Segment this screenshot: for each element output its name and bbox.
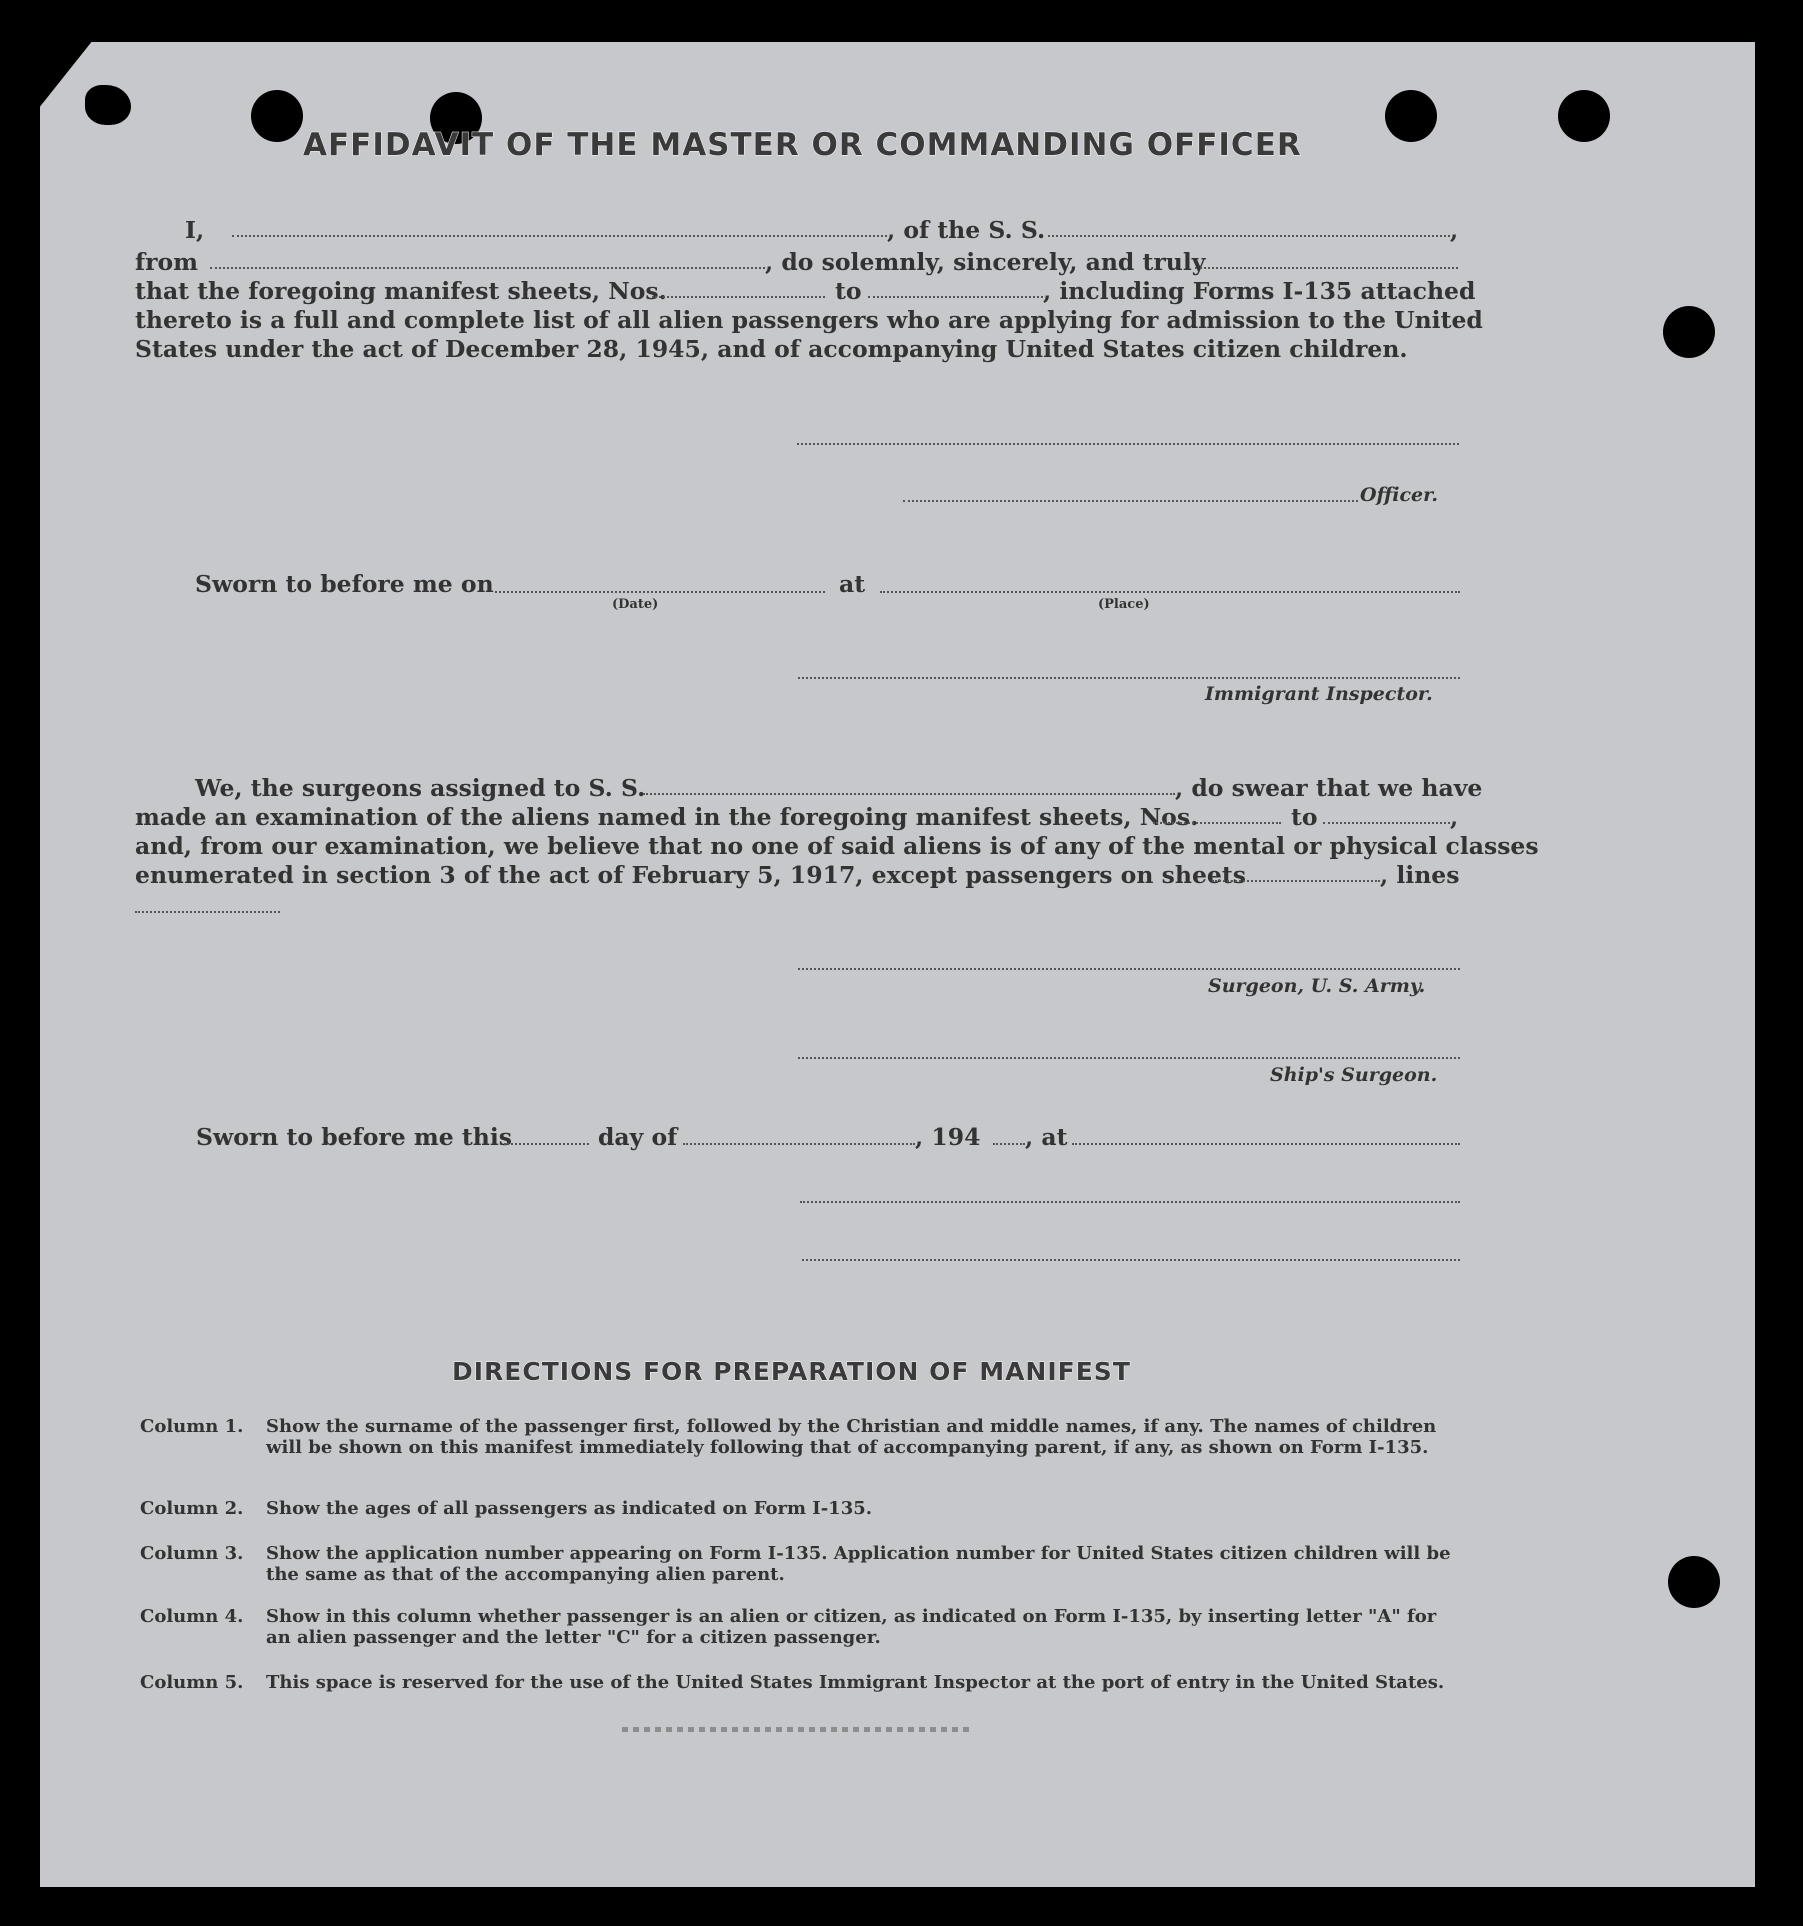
port-blank[interactable] bbox=[210, 267, 765, 269]
ships-surgeon-label: Ship's Surgeon. bbox=[1270, 1064, 1438, 1086]
direction-column-label: Column 3. bbox=[140, 1543, 244, 1564]
surgeons-text: enumerated in section 3 of the act of February 5, 1917, except passengers on sheets bbox=[135, 861, 1246, 889]
affidavit-text: , of the S. S. bbox=[887, 216, 1046, 244]
punch-hole bbox=[85, 85, 131, 125]
army-surgeon-signature-line[interactable] bbox=[798, 968, 1460, 970]
officer-signature-line[interactable] bbox=[797, 443, 1459, 445]
printer-imprint bbox=[622, 1727, 972, 1732]
affidavit-text: thereto is a full and complete list of all alien passengers who are applying for admission to the United bbox=[135, 306, 1483, 334]
direction-text: Show in this column whether passenger is an alien or citizen, as indicated on Form I-135, by inserting letter "A" for an alien passenger and the letter "C" for a citizen passenger. bbox=[266, 1606, 1437, 1648]
affidavit-text: from bbox=[135, 248, 199, 276]
lines-blank[interactable] bbox=[135, 911, 280, 913]
affidavit-text: , do solemnly, sincerely, and truly bbox=[765, 248, 1206, 276]
sworn-this-text: , 194 bbox=[915, 1123, 981, 1151]
sworn-place2-blank[interactable] bbox=[1072, 1143, 1460, 1145]
direction-text: Show the application number appearing on Form I-135. Application number for United States citizen children will be the same as that of the accompanying alien parent. bbox=[266, 1543, 1451, 1585]
direction-column-label: Column 2. bbox=[140, 1498, 244, 1519]
surgeons-text: and, from our examination, we believe that no one of said aliens is of any of the mental or physical classes bbox=[135, 832, 1539, 860]
surgeons-text: , bbox=[1450, 803, 1459, 831]
punch-hole bbox=[251, 90, 303, 142]
affidavit-text: to bbox=[835, 277, 862, 305]
affidavit-text: , including Forms I-135 attached bbox=[1043, 277, 1476, 305]
officer-title-line[interactable] bbox=[903, 500, 1358, 502]
surgeons-text: , do swear that we have bbox=[1175, 774, 1483, 802]
punch-hole bbox=[1663, 306, 1715, 358]
affidavit-text: , bbox=[1450, 216, 1459, 244]
place-label: (Place) bbox=[1098, 597, 1150, 612]
directions-heading: DIRECTIONS FOR PREPARATION OF MANIFEST bbox=[452, 1357, 1131, 1386]
witness-signature-line[interactable] bbox=[800, 1201, 1460, 1203]
surgeons-text: to bbox=[1291, 803, 1318, 831]
officer-label: Officer. bbox=[1360, 484, 1439, 506]
punch-hole bbox=[1385, 90, 1437, 142]
sheet-from-blank[interactable] bbox=[652, 296, 825, 298]
direction-text: Show the ages of all passengers as indicated on Form I-135. bbox=[266, 1498, 873, 1519]
direction-column-label: Column 5. bbox=[140, 1672, 244, 1693]
sworn-this-text: Sworn to before me this bbox=[196, 1123, 513, 1151]
sworn-text: Sworn to before me on bbox=[195, 570, 494, 598]
sworn-this-text: day of bbox=[598, 1123, 678, 1151]
direction-text: This space is reserved for the use of the United States Immigrant Inspector at the port of entry in the United States. bbox=[266, 1672, 1445, 1693]
surgeons-text: made an examination of the aliens named in the foregoing manifest sheets, Nos. bbox=[135, 803, 1199, 831]
affidavit-text: States under the act of December 28, 1945, and of accompanying United States citizen children. bbox=[135, 335, 1408, 363]
surgeons-sheet-to-blank[interactable] bbox=[1323, 822, 1450, 824]
direction-text: Show the surname of the passenger first, followed by the Christian and middle names, if any. The names of children will be shown on this manifest immediately following that of accompanying parent, if any, as shown on Form I-135. bbox=[266, 1416, 1437, 1458]
page-title: AFFIDAVIT OF THE MASTER OR COMMANDING OFFICER bbox=[303, 127, 1302, 163]
except-sheets-blank[interactable] bbox=[1212, 880, 1380, 882]
direction-column-label: Column 1. bbox=[140, 1416, 244, 1437]
sworn-date-blank[interactable] bbox=[495, 591, 825, 593]
ships-surgeon-signature-line[interactable] bbox=[798, 1057, 1460, 1059]
year-blank[interactable] bbox=[993, 1143, 1025, 1145]
oath-blank[interactable] bbox=[1195, 267, 1458, 269]
punch-hole bbox=[1668, 1556, 1720, 1608]
day-blank[interactable] bbox=[504, 1143, 589, 1145]
sheet-to-blank[interactable] bbox=[868, 296, 1043, 298]
month-blank[interactable] bbox=[683, 1143, 915, 1145]
sworn-place-blank[interactable] bbox=[880, 591, 1460, 593]
direction-column-label: Column 4. bbox=[140, 1606, 244, 1627]
army-surgeon-label: Surgeon, U. S. Army. bbox=[1208, 975, 1426, 997]
affidavit-text: I, bbox=[185, 216, 205, 244]
surgeons-text: We, the surgeons assigned to S. S. bbox=[195, 774, 646, 802]
witness-title-line[interactable] bbox=[802, 1259, 1460, 1261]
punch-hole bbox=[1558, 90, 1610, 142]
name-blank[interactable] bbox=[232, 235, 887, 237]
inspector-signature-line[interactable] bbox=[798, 677, 1460, 679]
surgeons-text: , lines bbox=[1380, 861, 1460, 889]
surgeons-sheet-from-blank[interactable] bbox=[1153, 822, 1281, 824]
surgeons-ship-blank[interactable] bbox=[643, 793, 1175, 795]
sworn-at: at bbox=[839, 570, 866, 598]
affidavit-text: that the foregoing manifest sheets, Nos. bbox=[135, 277, 667, 305]
sworn-this-text: , at bbox=[1025, 1123, 1068, 1151]
inspector-label: Immigrant Inspector. bbox=[1205, 683, 1433, 705]
ship-name-blank[interactable] bbox=[1048, 235, 1450, 237]
date-label: (Date) bbox=[612, 597, 659, 612]
